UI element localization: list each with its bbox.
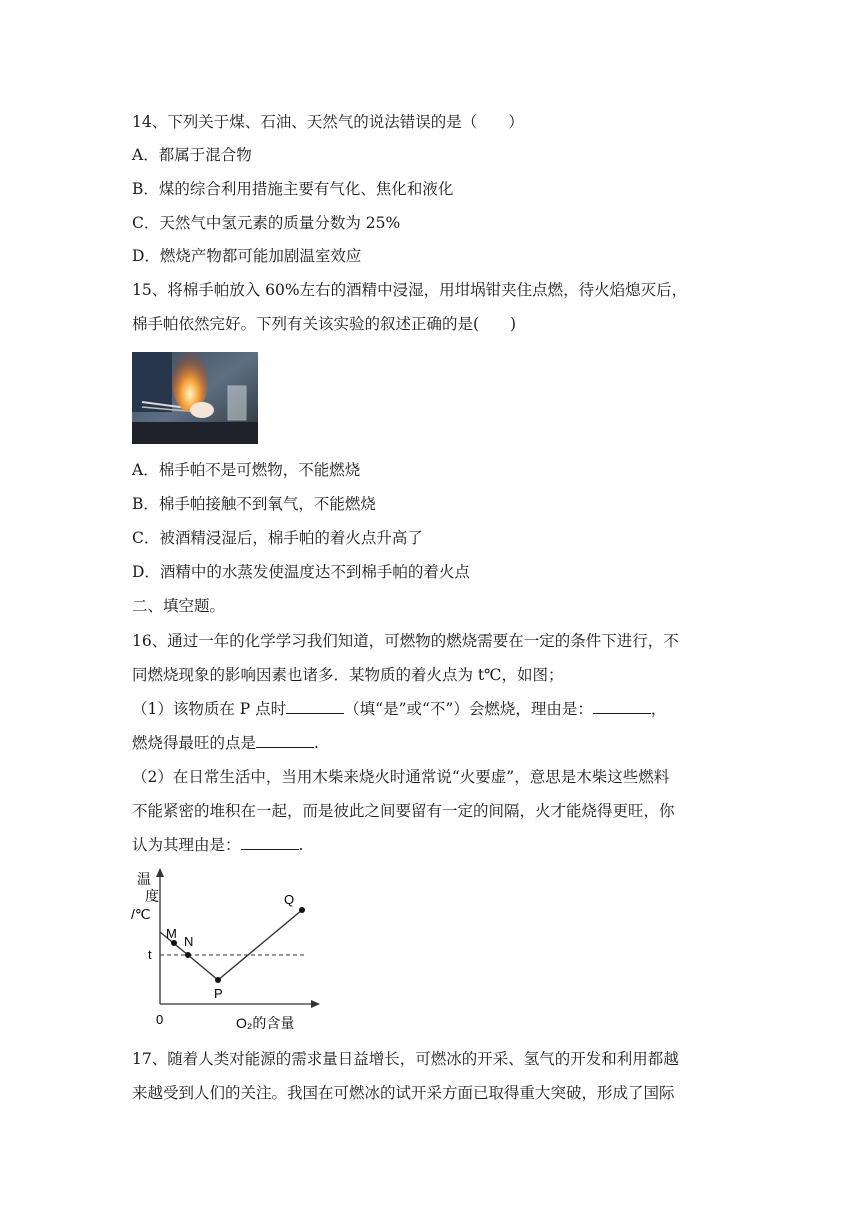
x-axis-arrow <box>311 1000 320 1008</box>
point-q <box>299 907 305 913</box>
y-label-1: 温 <box>137 871 151 887</box>
q15-option-c: C．被酒精浸湿后，棉手帕的着火点升高了 <box>132 529 423 547</box>
label-n: N <box>184 934 194 949</box>
q16-part1-line1: （1）该物质在 P 点时 （填“是”或“不”）会燃烧，理由是： ， <box>132 700 667 718</box>
label-m: M <box>166 926 177 941</box>
q14-stem: 14、下列关于煤、石油、天然气的说法错误的是（ ） <box>132 113 524 131</box>
q15-stem-line2: 棉手帕依然完好。下列有关该实验的叙述正确的是( ) <box>132 315 517 333</box>
point-p <box>215 977 221 983</box>
section-heading: 二、填空题。 <box>132 597 226 615</box>
answer-blank-1[interactable] <box>286 699 344 714</box>
q15-option-d: D．酒精中的水蒸发使温度达不到棉手帕的着火点 <box>132 563 470 581</box>
experiment-photo <box>132 352 258 444</box>
q14-option-b: B．煤的综合利用措施主要有气化、焦化和液化 <box>132 180 454 198</box>
label-q: Q <box>284 892 295 907</box>
q15-option-b: B．棉手帕接触不到氧气，不能燃烧 <box>132 495 376 513</box>
answer-blank-2[interactable] <box>593 699 651 714</box>
q15-stem-line1: 15、将棉手帕放入 60%左右的酒精中浸湿，用坩埚钳夹住点燃，待火焰熄灭后， <box>132 281 688 299</box>
y-label-3: /℃ <box>131 906 151 922</box>
label-t: t <box>148 947 152 962</box>
q14-option-d: D．燃烧产物都可能加剧温室效应 <box>132 247 362 265</box>
q17-stem-line1: 17、随着人类对能源的需求量日益增长，可燃冰的开采、氢气的开发和利用都越 <box>132 1050 679 1068</box>
q17-stem-line2: 来越受到人们的关注。我国在可燃冰的试开采方面已取得重大突破，形成了国际 <box>132 1084 675 1102</box>
temperature-oxygen-graph <box>128 866 328 1036</box>
q14-option-a: A．都属于混合物 <box>132 146 252 164</box>
answer-blank-3[interactable] <box>256 733 314 748</box>
q16-part2-line2: 不能紧密的堆积在一起，而是彼此之间要留有一定的间隔，火才能烧得更旺，你 <box>132 802 675 820</box>
temperature-curve <box>160 910 302 980</box>
x-axis-label: O₂的含量 <box>236 1015 295 1031</box>
y-axis-arrow <box>156 868 164 877</box>
q16-part2-line3: 认为其理由是： . <box>132 836 304 854</box>
q15-option-a: A．棉手帕不是可燃物，不能燃烧 <box>132 461 361 479</box>
answer-blank-4[interactable] <box>241 835 299 850</box>
q16-stem-line2: 同燃烧现象的影响因素也诸多．某物质的着火点为 t℃，如图； <box>132 666 564 684</box>
label-p: P <box>214 986 223 1001</box>
label-origin: 0 <box>156 1012 164 1027</box>
q14-option-c: C．天然气中氢元素的质量分数为 25% <box>132 214 401 232</box>
y-label-2: 度 <box>145 888 159 904</box>
point-n <box>185 952 191 958</box>
q16-stem-line1: 16、通过一年的化学学习我们知道，可燃物的燃烧需要在一定的条件下进行，不 <box>132 632 679 650</box>
q16-part1-line2: 燃烧得最旺的点是 . <box>132 734 319 752</box>
q16-part2-line1: （2）在日常生活中，当用木柴来烧火时通常说“火要虚”，意思是木柴这些燃料 <box>132 768 670 786</box>
